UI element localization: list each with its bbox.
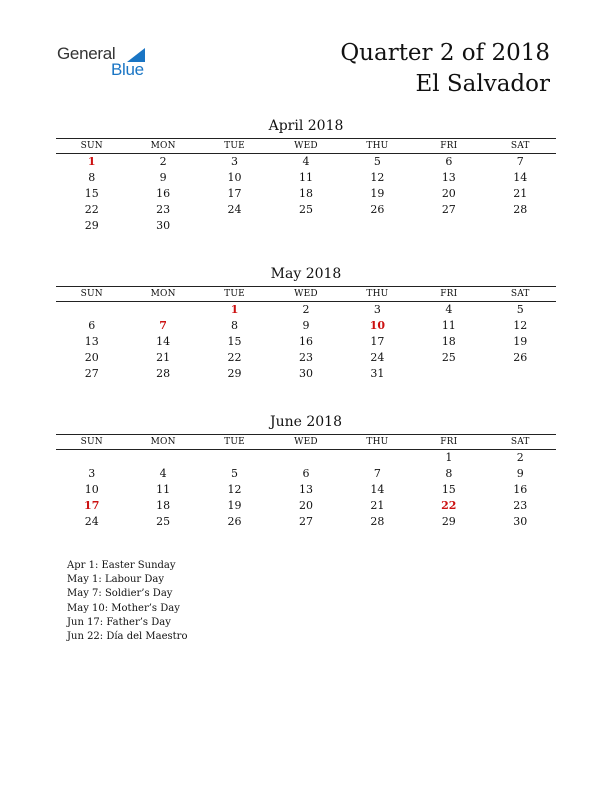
day-cell: 21 [156, 351, 171, 364]
week-row [56, 334, 556, 350]
empty-day-cell [342, 218, 413, 234]
holiday-note: May 10: Mother’s Day [67, 602, 180, 614]
weekday-label: TUE [224, 141, 245, 151]
day-cell: 18 [156, 499, 171, 512]
weekday-header [56, 286, 556, 302]
day-cell: 9 [302, 319, 310, 332]
day-cell: 30 [513, 515, 528, 528]
holiday-note: Jun 22: Día del Maestro [67, 631, 188, 643]
holiday-day-cell: 1 [230, 303, 239, 316]
day-cell: 20 [84, 351, 99, 364]
day-cell: 4 [445, 303, 453, 316]
month-title: June 2018 [269, 414, 342, 430]
day-cell: 8 [231, 319, 239, 332]
page-title [340, 38, 550, 100]
day-cell: 30 [298, 367, 313, 380]
week-row [56, 202, 556, 218]
day-cell: 14 [156, 335, 171, 348]
day-cell: 29 [84, 219, 99, 232]
holiday-day-cell: 7 [159, 319, 167, 332]
empty-day-cell [485, 218, 556, 234]
day-cell: 16 [156, 187, 171, 200]
day-cell: 11 [156, 483, 171, 496]
day-cell: 7 [516, 155, 524, 168]
day-cell: 1 [445, 451, 453, 464]
day-cell: 17 [370, 335, 385, 348]
week-row [56, 186, 556, 202]
day-cell: 17 [227, 187, 242, 200]
day-cell: 2 [159, 155, 167, 168]
day-cell: 8 [445, 467, 453, 480]
weekday-label: SAT [510, 437, 530, 447]
holiday-day-cell: 22 [441, 499, 457, 512]
weekday-label: MON [150, 437, 176, 447]
title-country: El Salvador [415, 71, 550, 97]
week-row [56, 318, 556, 334]
day-cell: 29 [441, 515, 456, 528]
day-cell: 14 [513, 171, 528, 184]
day-cell: 16 [513, 483, 528, 496]
day-cell: 4 [302, 155, 310, 168]
weekday-label: THU [366, 141, 389, 151]
day-cell: 14 [370, 483, 385, 496]
day-cell: 6 [88, 319, 96, 332]
day-cell: 23 [513, 499, 528, 512]
day-cell: 27 [298, 515, 313, 528]
month-april [56, 117, 556, 234]
day-cell: 4 [159, 467, 167, 480]
holiday-note: May 7: Soldier’s Day [67, 588, 173, 600]
week-row [56, 482, 556, 498]
weekday-label: SAT [510, 289, 530, 299]
empty-day-cell [127, 450, 198, 466]
day-cell: 31 [370, 367, 385, 380]
week-row [56, 302, 556, 318]
weekday-label: MON [150, 141, 176, 151]
day-cell: 28 [370, 515, 385, 528]
day-cell: 24 [370, 351, 385, 364]
week-row [56, 466, 556, 482]
day-cell: 2 [516, 451, 524, 464]
day-cell: 24 [84, 515, 99, 528]
holiday-day-cell: 17 [84, 499, 100, 512]
weekday-label: FRI [440, 141, 458, 151]
week-row [56, 366, 556, 382]
day-cell: 9 [159, 171, 167, 184]
week-row [56, 154, 556, 170]
holiday-notes [67, 559, 187, 644]
empty-day-cell [485, 366, 556, 382]
day-cell: 19 [370, 187, 385, 200]
week-row [56, 450, 556, 466]
holiday-day-cell: 10 [369, 319, 386, 332]
day-cell: 8 [88, 171, 96, 184]
day-cell: 20 [441, 187, 456, 200]
day-cell: 27 [441, 203, 456, 216]
day-cell: 10 [84, 483, 99, 496]
day-cell: 26 [227, 515, 242, 528]
logo [57, 44, 157, 84]
empty-day-cell [342, 450, 413, 466]
day-cell: 21 [513, 187, 528, 200]
empty-day-cell [199, 218, 270, 234]
day-cell: 6 [302, 467, 310, 480]
day-cell: 19 [513, 335, 528, 348]
month-june [56, 413, 556, 530]
empty-day-cell [270, 218, 341, 234]
week-row [56, 350, 556, 366]
day-cell: 28 [156, 367, 171, 380]
weekday-label: FRI [440, 437, 458, 447]
logo-general-text: General [57, 44, 116, 63]
weekday-label: SAT [510, 141, 530, 151]
empty-day-cell [56, 450, 127, 466]
month-title: May 2018 [270, 266, 342, 282]
day-cell: 23 [156, 203, 171, 216]
day-cell: 2 [302, 303, 310, 316]
weekday-label: WED [294, 289, 318, 299]
day-cell: 11 [441, 319, 456, 332]
holiday-note: May 1: Labour Day [67, 574, 164, 586]
day-cell: 13 [298, 483, 313, 496]
day-cell: 23 [298, 351, 313, 364]
day-cell: 25 [441, 351, 456, 364]
empty-day-cell [199, 450, 270, 466]
weekday-label: SUN [80, 437, 103, 447]
week-row [56, 170, 556, 186]
empty-day-cell [413, 218, 484, 234]
day-cell: 15 [227, 335, 242, 348]
weekday-label: WED [294, 437, 318, 447]
day-cell: 12 [227, 483, 242, 496]
day-cell: 13 [84, 335, 99, 348]
day-cell: 18 [441, 335, 456, 348]
week-row [56, 218, 556, 234]
day-cell: 19 [227, 499, 242, 512]
day-cell: 6 [445, 155, 453, 168]
empty-day-cell [413, 366, 484, 382]
day-cell: 26 [370, 203, 385, 216]
day-cell: 18 [298, 187, 313, 200]
title-quarter: Quarter 2 of 2018 [340, 40, 550, 66]
day-cell: 29 [227, 367, 242, 380]
weekday-label: SUN [80, 289, 103, 299]
day-cell: 5 [516, 303, 524, 316]
weekday-label: FRI [440, 289, 458, 299]
day-cell: 5 [231, 467, 239, 480]
day-cell: 9 [516, 467, 524, 480]
day-cell: 26 [513, 351, 528, 364]
month-may [56, 265, 556, 382]
day-cell: 25 [298, 203, 313, 216]
weekday-header [56, 138, 556, 154]
weekday-label: THU [366, 437, 389, 447]
day-cell: 16 [298, 335, 313, 348]
holiday-note: Apr 1: Easter Sunday [67, 560, 176, 571]
day-cell: 12 [513, 319, 528, 332]
day-cell: 20 [298, 499, 313, 512]
holiday-note: Jun 17: Father’s Day [67, 616, 171, 628]
day-cell: 27 [84, 367, 99, 380]
logo-blue-text: Blue [111, 60, 144, 79]
day-cell: 3 [373, 303, 381, 316]
day-cell: 7 [373, 467, 381, 480]
day-cell: 15 [441, 483, 456, 496]
day-cell: 10 [227, 171, 242, 184]
weekday-label: THU [366, 289, 389, 299]
month-title: April 2018 [268, 118, 344, 134]
day-cell: 30 [156, 219, 171, 232]
day-cell: 22 [227, 351, 242, 364]
day-cell: 24 [227, 203, 242, 216]
day-cell: 21 [370, 499, 385, 512]
empty-day-cell [56, 302, 127, 318]
weekday-label: MON [150, 289, 176, 299]
weekday-label: TUE [224, 289, 245, 299]
day-cell: 11 [298, 171, 313, 184]
day-cell: 28 [513, 203, 528, 216]
day-cell: 22 [84, 203, 99, 216]
empty-day-cell [270, 450, 341, 466]
day-cell: 12 [370, 171, 385, 184]
weekday-label: SUN [80, 141, 103, 151]
holiday-day-cell: 1 [87, 155, 96, 168]
week-row [56, 498, 556, 514]
week-row [56, 514, 556, 530]
weekday-header [56, 434, 556, 450]
day-cell: 5 [373, 155, 381, 168]
day-cell: 3 [88, 467, 96, 480]
weekday-label: WED [294, 141, 318, 151]
empty-day-cell [127, 302, 198, 318]
day-cell: 15 [84, 187, 99, 200]
weekday-label: TUE [224, 437, 245, 447]
day-cell: 13 [441, 171, 456, 184]
day-cell: 25 [156, 515, 171, 528]
day-cell: 3 [231, 155, 239, 168]
